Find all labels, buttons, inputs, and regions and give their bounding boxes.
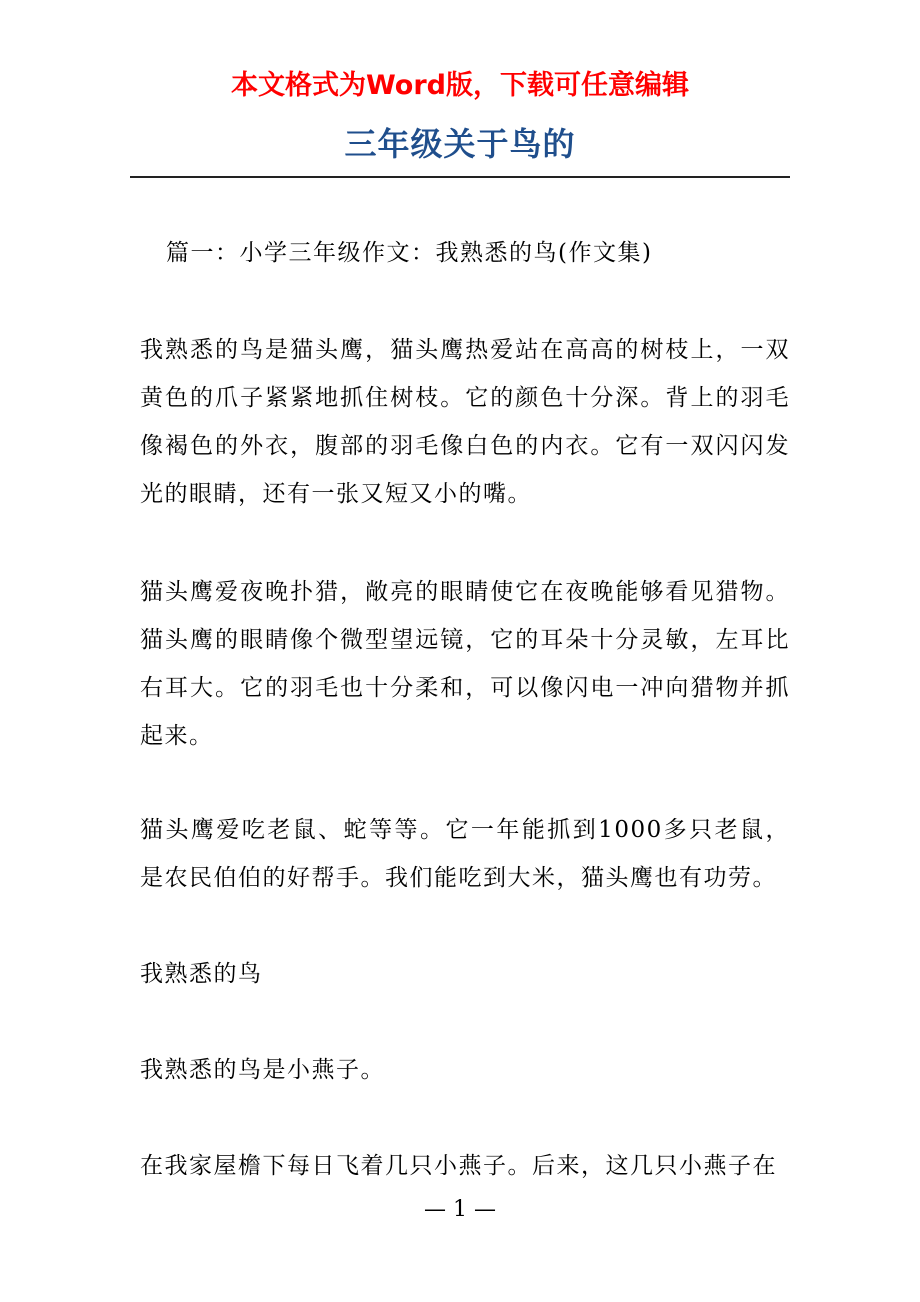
- paragraph-owl-diet: 猫头鹰爱吃老鼠、蛇等等。它一年能抓到1000多只老鼠，是农民伯伯的好帮手。我们能吃到大米，猫头鹰也有功劳。: [140, 817, 790, 891]
- page-number: — 1 —: [424, 1197, 496, 1222]
- paragraph-swallow-eaves: 在我家屋檐下每日飞着几只小燕子。后来，这几只小燕子在: [140, 1153, 777, 1179]
- paragraph-swallow-intro: 我熟悉的鸟是小燕子。: [140, 1057, 385, 1083]
- subheading-familiar-bird: 我熟悉的鸟: [140, 961, 263, 987]
- section-heading: 篇一：小学三年级作文：我熟悉的鸟(作文集): [166, 240, 653, 266]
- paragraph-owl-appearance: 我熟悉的鸟是猫头鹰，猫头鹰热爱站在高高的树枝上，一双黄色的爪子紧紧地抓住树枝。它的颜色十分深。背上的羽毛像褐色的外衣，腹部的羽毛像白色的内衣。它有一双闪闪发光的眼睛，还有一张又短又小的嘴。: [140, 337, 790, 507]
- title-divider: [130, 176, 790, 178]
- document-title: 三年级关于鸟的: [344, 125, 576, 163]
- paragraph-owl-hunting: 猫头鹰爱夜晚扑猎，敞亮的眼睛使它在夜晚能够看见猎物。猫头鹰的眼睛像个微型望远镜，它的耳朵十分灵敏，左耳比右耳大。它的羽毛也十分柔和，可以像闪电一冲向猎物并抓起来。: [140, 579, 790, 749]
- format-banner: 本文格式为Word版，下载可任意编辑: [230, 70, 689, 101]
